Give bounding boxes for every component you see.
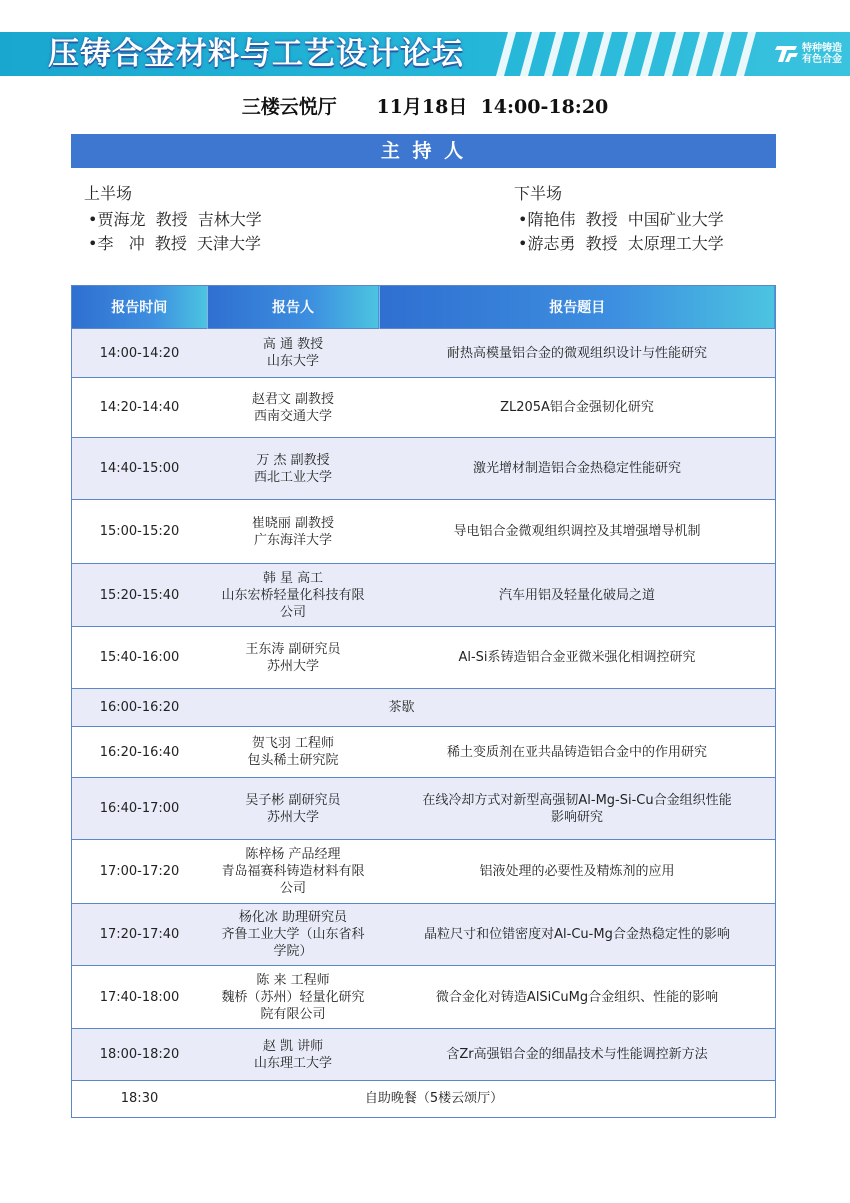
logo-text (802, 43, 842, 65)
table-row (72, 966, 775, 1029)
row-title: 晶粒尺寸和位错密度对Al-Cu-Mg合金热稳定性的影响 (379, 904, 775, 966)
row-time: 15:00-15:20 (72, 500, 207, 564)
header-title: 报告题目 (379, 286, 775, 329)
row-speaker (207, 840, 379, 904)
table-row-dinner (72, 1081, 775, 1117)
logo-line-2: 有色合金 (802, 54, 842, 65)
speaker-org: 齐鲁工业大学（山东省科学院） (221, 927, 365, 959)
row-time: 17:40-18:00 (72, 966, 207, 1029)
speaker-name: 贺飞羽 工程师 (251, 736, 335, 751)
row-speaker (207, 438, 379, 500)
header-banner (0, 32, 850, 76)
row-time: 18:00-18:20 (72, 1029, 207, 1081)
row-title: 导电铝合金微观组织调控及其增强增导机制 (379, 500, 775, 564)
speaker-org: 山东宏桥轻量化科技有限公司 (221, 587, 365, 620)
row-speaker (207, 627, 379, 689)
row-time: 17:20-17:40 (72, 904, 207, 966)
session-info (0, 92, 850, 119)
session-time: 14:00-18:20 (480, 96, 609, 118)
speaker-name: 赵君文 副教授 (251, 391, 335, 407)
table-row (72, 627, 775, 689)
forum-title: 压铸合金材料与工艺设计论坛 (48, 36, 464, 72)
first-half-label: 上半场 (84, 184, 133, 203)
row-speaker (207, 966, 379, 1029)
decorative-stripes (478, 32, 758, 76)
table-row (72, 329, 775, 378)
row-speaker (207, 564, 379, 627)
table-row (72, 438, 775, 500)
publisher-logo (775, 38, 842, 70)
speaker-org: 魏桥（苏州）轻量化研究院有限公司 (221, 989, 365, 1022)
host-item: •李 冲 教授 天津大学 (88, 234, 262, 253)
row-title: 稀土变质剂在亚共晶铸造铝合金中的作用研究 (379, 727, 775, 778)
row-title: Al-Si系铸造铝合金亚微米强化相调控研究 (379, 627, 775, 689)
row-time: 15:40-16:00 (72, 627, 207, 689)
row-title: 耐热高模量铝合金的微观组织设计与性能研究 (379, 329, 775, 378)
row-title: 汽车用铝及轻量化破局之道 (379, 564, 775, 627)
row-title: ZL205A铝合金强韧化研究 (379, 378, 775, 438)
hosts-heading: 主 持 人 (71, 134, 776, 168)
table-row (72, 840, 775, 904)
row-time: 14:20-14:40 (72, 378, 207, 438)
speaker-name: 万 杰 副教授 (256, 452, 330, 468)
row-title: 含Zr高强铝合金的细晶技术与性能调控新方法 (379, 1029, 775, 1081)
speaker-org: 苏州大学 (266, 658, 319, 674)
speaker-name: 陈 来 工程师 (256, 972, 330, 988)
host-item: •游志勇 教授 太原理工大学 (518, 234, 724, 253)
second-half-label: 下半场 (514, 184, 563, 203)
row-dinner-title: 自助晚餐（5楼云颂厅） (207, 1081, 775, 1117)
speaker-name: 王东涛 副研究员 (245, 641, 341, 657)
speaker-name: 陈梓杨 产品经理 (245, 847, 341, 862)
table-row-break (72, 689, 775, 727)
table-row (72, 727, 775, 778)
row-time: 14:40-15:00 (72, 438, 207, 500)
speaker-name: 杨化冰 助理研究员 (238, 910, 348, 925)
speaker-name: 韩 星 高工 (262, 570, 324, 586)
speaker-org: 西南交通大学 (253, 408, 332, 424)
row-time: 16:00-16:20 (72, 689, 207, 727)
session-date: 11月18日 (376, 96, 468, 118)
speaker-org: 青岛福赛科铸造材料有限公司 (221, 864, 365, 896)
speaker-org: 西北工业大学 (253, 469, 332, 485)
row-title: 微合金化对铸造AlSiCuMg合金组织、性能的影响 (379, 966, 775, 1029)
schedule-table (71, 285, 776, 1118)
table-row (72, 1029, 775, 1081)
header-time: 报告时间 (72, 286, 207, 329)
speaker-org: 山东理工大学 (253, 1055, 332, 1071)
speaker-name: 高 通 教授 (262, 337, 324, 352)
row-title: 铝液处理的必要性及精炼剂的应用 (379, 840, 775, 904)
venue: 三楼云悦厅 (241, 96, 337, 118)
table-row (72, 778, 775, 840)
row-speaker (207, 778, 379, 840)
row-time: 17:00-17:20 (72, 840, 207, 904)
row-speaker (207, 329, 379, 378)
talk-title: 在线冷却方式对新型高强韧Al-Mg-Si-Cu合金组织性能影响研究 (422, 792, 732, 825)
table-row (72, 564, 775, 627)
row-title (379, 778, 775, 840)
table-row (72, 378, 775, 438)
row-speaker (207, 500, 379, 564)
table-row (72, 500, 775, 564)
row-time: 18:30 (72, 1081, 207, 1117)
row-speaker (207, 1029, 379, 1081)
logo-mark-icon (775, 42, 799, 66)
speaker-org: 山东大学 (266, 354, 319, 369)
speaker-name: 吴子彬 副研究员 (245, 792, 341, 808)
row-title: 激光增材制造铝合金热稳定性能研究 (379, 438, 775, 500)
row-speaker (207, 727, 379, 778)
row-time: 15:20-15:40 (72, 564, 207, 627)
host-item: •贾海龙 教授 吉林大学 (88, 210, 262, 229)
row-time: 16:20-16:40 (72, 727, 207, 778)
hosts-second-half (514, 182, 724, 256)
table-header-row (72, 286, 775, 329)
speaker-name: 赵 凯 讲师 (262, 1038, 324, 1054)
row-speaker (207, 904, 379, 966)
header-speaker: 报告人 (207, 286, 379, 329)
row-speaker (207, 378, 379, 438)
table-row (72, 904, 775, 966)
host-item: •隋艳伟 教授 中国矿业大学 (518, 210, 724, 229)
speaker-org: 苏州大学 (266, 809, 319, 825)
row-time: 16:40-17:00 (72, 778, 207, 840)
speaker-org: 包头稀土研究院 (247, 753, 339, 768)
logo-line-1: 特种铸造 (802, 43, 842, 54)
speaker-name: 崔晓丽 副教授 (251, 515, 335, 531)
hosts-first-half (84, 182, 262, 256)
row-time: 14:00-14:20 (72, 329, 207, 378)
row-break-title: 茶歇 (207, 689, 775, 727)
speaker-org: 广东海洋大学 (253, 532, 332, 548)
